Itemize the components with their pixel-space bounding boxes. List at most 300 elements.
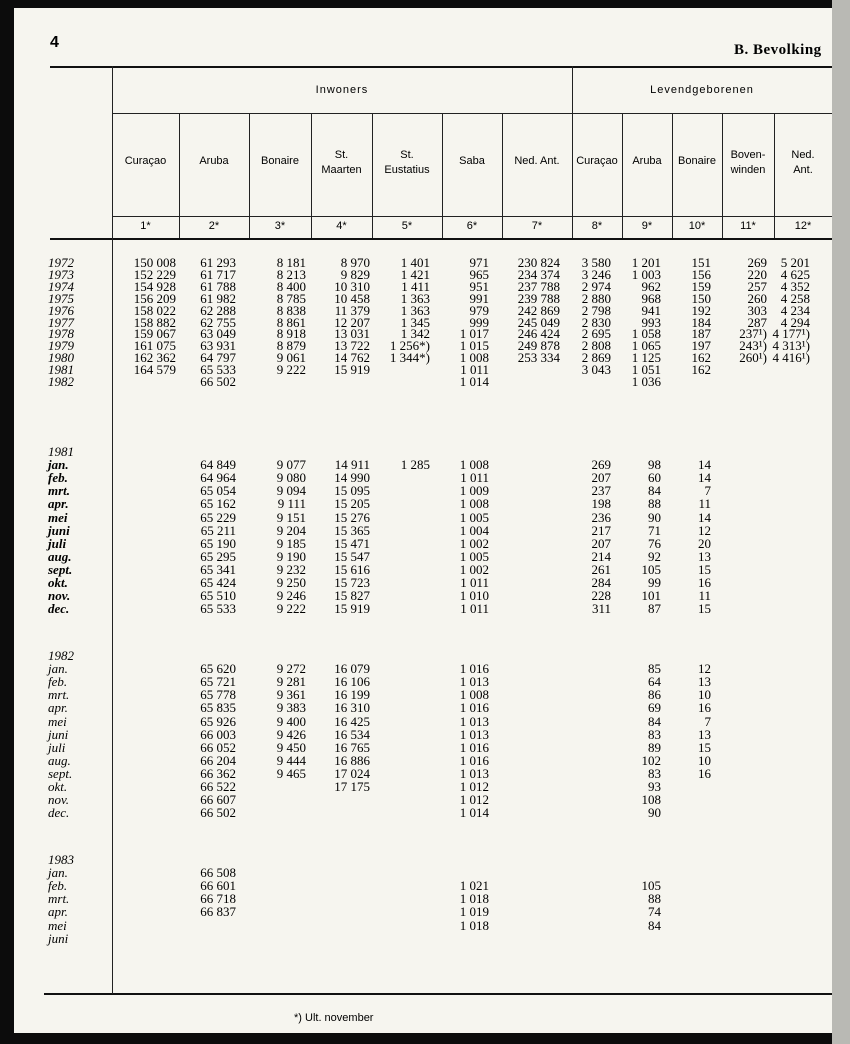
table-cell: 65 054: [200, 483, 236, 498]
column-header: Curaçao: [124, 155, 167, 167]
table-cell: 108: [641, 792, 661, 807]
column-number: 11*: [740, 220, 756, 232]
table-cell: 13 722: [334, 338, 370, 353]
table-cell: 158 882: [133, 315, 176, 330]
table-cell: 1 016: [459, 740, 489, 755]
table-cell: 239 788: [517, 291, 560, 306]
table-cell: 16 425: [334, 714, 370, 729]
table-cell: 3 043: [581, 362, 611, 377]
table-cell: 1 016: [459, 661, 489, 676]
table-cell: 287: [747, 315, 767, 330]
table-cell: 249 878: [517, 338, 560, 353]
table-cell: 1 421: [400, 267, 430, 282]
row-label: nov.: [48, 588, 71, 603]
page: [14, 8, 832, 1033]
table-cell: 65 211: [200, 523, 236, 538]
table-cell: 84: [648, 918, 661, 933]
table-cell: 4 177¹): [772, 326, 810, 341]
table-cell: 8 879: [276, 338, 306, 353]
table-cell: 66 607: [200, 792, 236, 807]
table-cell: 87: [648, 601, 661, 616]
table-cell: 15 276: [334, 510, 370, 525]
table-cell: 65 341: [200, 562, 236, 577]
table-cell: 1 011: [460, 362, 489, 377]
row-label: 1972: [48, 255, 74, 270]
table-cell: 66 204: [200, 753, 236, 768]
table-cell: 1 013: [459, 714, 489, 729]
table-cell: 62 755: [200, 315, 236, 330]
table-cell: 8 213: [276, 267, 306, 282]
table-cell: 1 011: [460, 575, 489, 590]
table-cell: 16 106: [334, 674, 370, 689]
table-cell: 158 022: [133, 303, 176, 318]
table-cell: 8 785: [276, 291, 306, 306]
table-cell: 162: [691, 362, 711, 377]
table-cell: 237¹): [739, 326, 767, 341]
table-bottom-rule: [44, 993, 832, 995]
table-cell: 9 465: [276, 766, 306, 781]
table-cell: 965: [469, 267, 489, 282]
table-cell: 152 229: [133, 267, 176, 282]
table-cell: 159 067: [133, 326, 176, 341]
row-label: jan.: [48, 661, 68, 676]
table-cell: 8 861: [276, 315, 306, 330]
row-label: 1979: [48, 338, 74, 353]
table-cell: 198: [591, 496, 611, 511]
column-number: 8*: [591, 220, 603, 232]
table-cell: 65 926: [200, 714, 236, 729]
table-cell: 1 344*): [389, 350, 430, 365]
column-number: 1*: [140, 220, 151, 232]
row-label: 1983: [48, 852, 74, 867]
column-header: St. Maarten: [321, 149, 362, 176]
table-cell: 105: [641, 878, 661, 893]
table-cell: 84: [648, 714, 661, 729]
table-cell: 2 798: [581, 303, 611, 318]
table-cell: 192: [691, 303, 711, 318]
table-cell: 66 052: [200, 740, 236, 755]
table-cell: 1 005: [459, 510, 489, 525]
row-label: dec.: [48, 805, 70, 820]
table-cell: 1 002: [459, 562, 489, 577]
row-label: 1981: [48, 444, 74, 459]
table-cell: 9 061: [276, 350, 306, 365]
table-cell: 9 232: [276, 562, 306, 577]
table-cell: 951: [469, 279, 489, 294]
row-label: juni: [48, 727, 69, 742]
table-cell: 14: [698, 457, 711, 472]
row-label: 1974: [48, 279, 74, 294]
row-label: mrt.: [48, 891, 70, 906]
table-cell: 7: [704, 714, 711, 729]
table-cell: 164 579: [133, 362, 176, 377]
table-cell: 9 111: [277, 496, 306, 511]
column-header: Aruba: [632, 155, 662, 167]
table-cell: 1 002: [459, 536, 489, 551]
table-cell: 71: [648, 523, 661, 538]
table-cell: 15 919: [334, 601, 370, 616]
table-cell: 197: [691, 338, 711, 353]
table-cell: 1 201: [631, 255, 661, 270]
table-cell: 1 005: [459, 549, 489, 564]
table-cell: 4 234: [780, 303, 810, 318]
table-cell: 83: [648, 766, 661, 781]
column-number: 6*: [466, 220, 478, 232]
table-cell: 16 310: [334, 700, 370, 715]
table-cell: 10: [698, 753, 711, 768]
group-header-rule: [112, 113, 832, 114]
table-cell: 14 762: [334, 350, 370, 365]
row-label: aug.: [48, 549, 72, 564]
table-cell: 9 383: [276, 700, 306, 715]
table-cell: 13: [698, 727, 711, 742]
table-cell: 150 008: [133, 255, 176, 270]
table-cell: 1 051: [631, 362, 661, 377]
table-cell: 979: [469, 303, 489, 318]
row-label: nov.: [48, 792, 70, 807]
table-cell: 4 313¹): [772, 338, 810, 353]
table-cell: 8 838: [276, 303, 306, 318]
table-cell: 2 695: [581, 326, 611, 341]
table-cell: 962: [641, 279, 661, 294]
row-label: 1980: [48, 350, 74, 365]
column-header: Curaçao: [576, 155, 618, 167]
row-label: 1982: [48, 648, 74, 663]
row-label: jan.: [48, 865, 68, 880]
table-cell: 90: [648, 805, 661, 820]
table-cell: 12 207: [334, 315, 370, 330]
table-cell: 88: [648, 891, 661, 906]
table-cell: 242 869: [517, 303, 560, 318]
table-cell: 16 765: [334, 740, 370, 755]
table-cell: 15 723: [334, 575, 370, 590]
column-header: Saba: [459, 155, 485, 167]
table-cell: 1 018: [459, 918, 489, 933]
table-cell: 1 011: [460, 601, 489, 616]
row-label: 1975: [48, 291, 74, 306]
table-cell: 228: [591, 588, 611, 603]
page-edge: [832, 0, 850, 1044]
table-cell: 84: [648, 483, 661, 498]
table-cell: 105: [641, 562, 661, 577]
table-cell: 15 919: [334, 362, 370, 377]
row-label: mei: [48, 714, 67, 729]
table-cell: 1 004: [459, 523, 489, 538]
table-cell: 16: [698, 700, 711, 715]
column-header: St. Eustatius: [384, 149, 430, 176]
table-cell: 1 012: [459, 792, 489, 807]
table-cell: 4 416¹): [772, 350, 810, 365]
table-cell: 15: [698, 740, 711, 755]
column-number: 10*: [688, 220, 706, 232]
page-number: 4: [50, 34, 59, 51]
row-label: juli: [48, 536, 67, 551]
table-cell: 10 310: [334, 279, 370, 294]
header-bottom-rule: [50, 238, 832, 240]
table-cell: 968: [641, 291, 661, 306]
table-cell: 102: [641, 753, 661, 768]
column-header: Aruba: [199, 155, 229, 167]
row-label: 1976: [48, 303, 74, 318]
table-cell: 159: [691, 279, 711, 294]
table-cell: 269: [747, 255, 767, 270]
table-cell: 1 014: [459, 805, 489, 820]
row-label: jan.: [48, 457, 69, 472]
table-cell: 9 829: [340, 267, 370, 282]
table-cell: 1 003: [631, 267, 661, 282]
table-cell: 150: [691, 291, 711, 306]
table-cell: 101: [641, 588, 661, 603]
row-label: 1981: [48, 362, 74, 377]
table-cell: 246 424: [517, 326, 560, 341]
table-cell: 154 928: [133, 279, 176, 294]
table-cell: 9 450: [276, 740, 306, 755]
table-cell: 9 094: [276, 483, 306, 498]
row-label: okt.: [48, 779, 68, 794]
table-cell: 65 190: [200, 536, 236, 551]
table-cell: 261: [591, 562, 611, 577]
row-label: apr.: [48, 700, 68, 715]
table-cell: 1 125: [631, 350, 661, 365]
table-cell: 13: [698, 674, 711, 689]
table-cell: 9 281: [276, 674, 306, 689]
row-label: 1982: [48, 374, 74, 389]
footnote: *) Ult. november: [294, 1012, 374, 1024]
table-cell: 1 011: [460, 470, 489, 485]
table-cell: 237 788: [517, 279, 560, 294]
table-cell: 69: [648, 700, 661, 715]
table-cell: 15 205: [334, 496, 370, 511]
table-cell: 15: [698, 601, 711, 616]
table-cell: 61 982: [200, 291, 236, 306]
column-number: 3*: [274, 220, 286, 232]
table-cell: 4 625: [780, 267, 810, 282]
table-cell: 236: [591, 510, 611, 525]
row-label: mei: [48, 918, 67, 933]
table-cell: 1 401: [400, 255, 430, 270]
table-cell: 991: [469, 291, 489, 306]
top-rule: [50, 66, 832, 68]
table-cell: 66 362: [200, 766, 236, 781]
table-cell: 10: [698, 687, 711, 702]
table-cell: 14: [698, 470, 711, 485]
table-cell: 20: [698, 536, 711, 551]
table-cell: 66 502: [200, 805, 236, 820]
table-cell: 1 021: [459, 878, 489, 893]
table-cell: 187: [691, 326, 711, 341]
table-cell: 16 199: [334, 687, 370, 702]
table-cell: 65 533: [200, 601, 236, 616]
column-header: Bonaire: [678, 155, 716, 167]
table-cell: 1 010: [459, 588, 489, 603]
table-cell: 11: [698, 588, 711, 603]
column-number: 9*: [641, 220, 653, 232]
table-cell: 1 008: [459, 350, 489, 365]
table-cell: 260¹): [739, 350, 767, 365]
table-cell: 15 365: [334, 523, 370, 538]
table-cell: 61 293: [200, 255, 236, 270]
table-cell: 1 016: [459, 753, 489, 768]
row-label: apr.: [48, 496, 69, 511]
table-cell: 65 620: [200, 661, 236, 676]
table-cell: 16 534: [334, 727, 370, 742]
table-cell: 9 190: [276, 549, 306, 564]
table-cell: 1 012: [459, 779, 489, 794]
table-cell: 1 345: [400, 315, 430, 330]
table-cell: 13 031: [334, 326, 370, 341]
table-cell: 245 049: [517, 315, 560, 330]
table-cell: 9 246: [276, 588, 306, 603]
table-cell: 3 246: [581, 267, 611, 282]
column-number: 7*: [531, 220, 543, 232]
table-cell: 993: [641, 315, 661, 330]
table-cell: 971: [469, 255, 489, 270]
table-cell: 16 079: [334, 661, 370, 676]
table-cell: 99: [648, 575, 661, 590]
table-cell: 15 827: [334, 588, 370, 603]
column-number-rule: [112, 216, 832, 217]
table-cell: 156: [691, 267, 711, 282]
table-cell: 311: [591, 601, 611, 616]
column-number: 5*: [401, 220, 413, 232]
column-header: Bonaire: [261, 155, 299, 167]
row-label: okt.: [48, 575, 68, 590]
table-cell: 8 970: [340, 255, 370, 270]
table-cell: 65 229: [200, 510, 236, 525]
table-cell: 9 222: [276, 601, 306, 616]
table-cell: 1 363: [400, 291, 430, 306]
row-label: juli: [48, 740, 66, 755]
table-cell: 66 003: [200, 727, 236, 742]
table-cell: 1 018: [459, 891, 489, 906]
table-cell: 64: [648, 674, 661, 689]
table-cell: 1 036: [631, 374, 661, 389]
table-cell: 156 209: [133, 291, 176, 306]
row-label: 1973: [48, 267, 74, 282]
table-cell: 62 288: [200, 303, 236, 318]
table-cell: 17 024: [334, 766, 370, 781]
table-cell: 9 080: [276, 470, 306, 485]
table-cell: 64 797: [200, 350, 236, 365]
table-cell: 243¹): [739, 338, 767, 353]
table-cell: 1 016: [459, 700, 489, 715]
table-cell: 64 964: [200, 470, 236, 485]
table-cell: 61 788: [200, 279, 236, 294]
table-cell: 65 778: [200, 687, 236, 702]
table-cell: 234 374: [517, 267, 560, 282]
column-header: Ned. Ant.: [514, 155, 560, 167]
table-cell: 260: [747, 291, 767, 306]
row-label: 1977: [48, 315, 74, 330]
table-cell: 65 533: [200, 362, 236, 377]
table-cell: 1 013: [459, 674, 489, 689]
table-cell: 15: [698, 562, 711, 577]
table-cell: 1 008: [459, 496, 489, 511]
table-cell: 15 471: [334, 536, 370, 551]
table-cell: 61 717: [200, 267, 236, 282]
table-cell: 207: [591, 470, 611, 485]
table-cell: 14 911: [334, 457, 370, 472]
table-cell: 66 502: [200, 374, 236, 389]
table-cell: 220: [747, 267, 767, 282]
group-divider: [572, 66, 573, 238]
column-header: Boven- winden: [730, 149, 766, 176]
table-cell: 2 830: [581, 315, 611, 330]
table-cell: 86: [648, 687, 661, 702]
table-cell: 3 580: [581, 255, 611, 270]
table-cell: 1 008: [459, 457, 489, 472]
table-cell: 65 835: [200, 700, 236, 715]
table-cell: 1 008: [459, 687, 489, 702]
row-label: feb.: [48, 878, 68, 893]
table-cell: 16: [698, 575, 711, 590]
row-label: aug.: [48, 753, 71, 768]
table-cell: 9 444: [276, 753, 306, 768]
row-label: sept.: [48, 766, 73, 781]
table-cell: 16: [698, 766, 711, 781]
table-cell: 9 272: [276, 661, 306, 676]
table-cell: 1 017: [459, 326, 489, 341]
table-cell: 66 522: [200, 779, 236, 794]
group-header-inwoners: Inwoners: [315, 84, 369, 96]
table-cell: 63 931: [200, 338, 236, 353]
table-cell: 230 824: [517, 255, 560, 270]
table-cell: 9 222: [276, 362, 306, 377]
table-cell: 1 342: [400, 326, 430, 341]
table-cell: 83: [648, 727, 661, 742]
table-cell: 15 095: [334, 483, 370, 498]
table-cell: 2 808: [581, 338, 611, 353]
table-cell: 11: [698, 496, 711, 511]
column-number: 2*: [208, 220, 220, 232]
table-cell: 1 363: [400, 303, 430, 318]
row-label: feb.: [48, 674, 68, 689]
table-cell: 17 175: [334, 779, 370, 794]
table-cell: 1 256*): [389, 338, 430, 353]
table-cell: 89: [648, 740, 661, 755]
row-label: sept.: [48, 562, 73, 577]
table-cell: 4 258: [780, 291, 810, 306]
table-cell: 207: [591, 536, 611, 551]
table-cell: 1 013: [459, 727, 489, 742]
table-cell: 76: [648, 536, 661, 551]
table-cell: 5 201: [780, 255, 810, 270]
section-title: B. Bevolking: [734, 42, 822, 58]
table-cell: 184: [691, 315, 711, 330]
table-cell: 16 886: [334, 753, 370, 768]
table-cell: 85: [648, 661, 661, 676]
table-cell: 9 151: [276, 510, 306, 525]
table-cell: 253 334: [517, 350, 560, 365]
table-cell: 65 295: [200, 549, 236, 564]
table-cell: 2 869: [581, 350, 611, 365]
table-cell: 65 721: [200, 674, 236, 689]
row-label: juni: [48, 523, 70, 538]
table-cell: 237: [591, 483, 611, 498]
table-cell: 66 508: [200, 865, 236, 880]
row-label: mei: [48, 510, 68, 525]
table-cell: 63 049: [200, 326, 236, 341]
table-cell: 9 204: [276, 523, 306, 538]
table-cell: 98: [648, 457, 661, 472]
table-cell: 1 065: [631, 338, 661, 353]
row-label: mrt.: [48, 483, 71, 498]
table-cell: 9 426: [276, 727, 306, 742]
table-cell: 257: [747, 279, 767, 294]
table-cell: 65 162: [200, 496, 236, 511]
table-cell: 14: [698, 510, 711, 525]
table-cell: 2 974: [581, 279, 611, 294]
